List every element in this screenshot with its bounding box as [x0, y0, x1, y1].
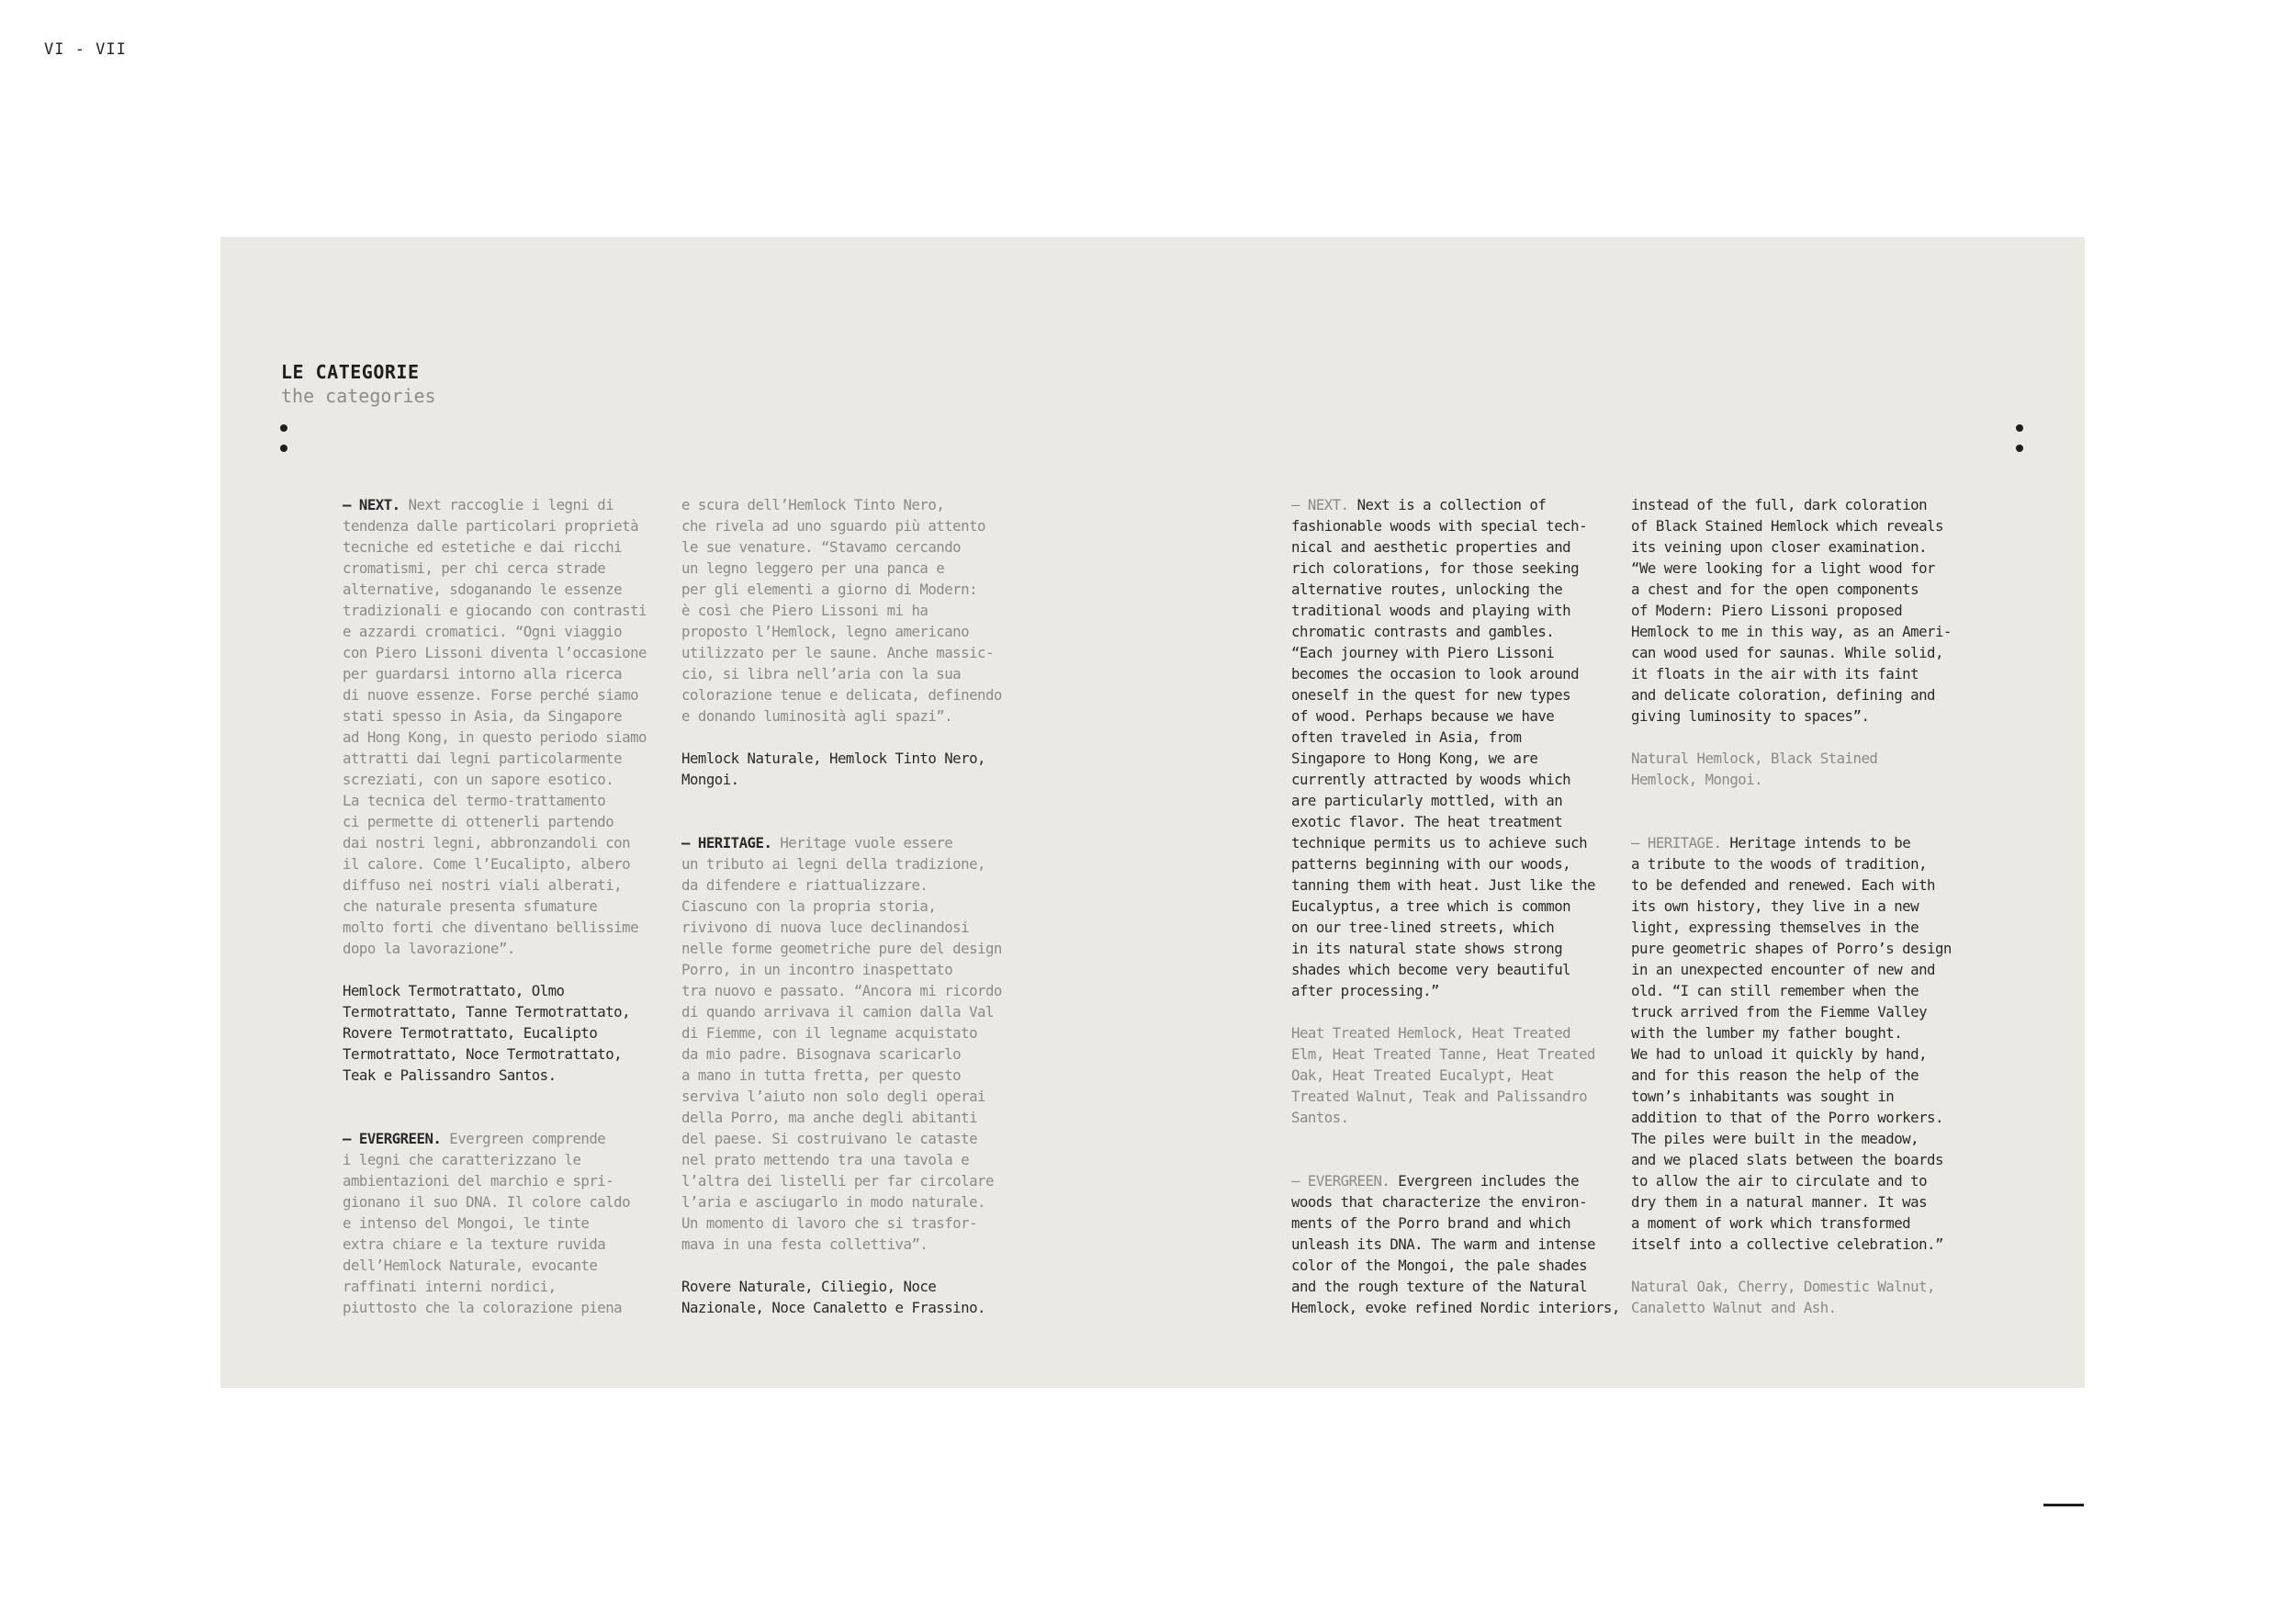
right-bullet-marker — [2016, 424, 2023, 465]
bullet-dot — [280, 445, 287, 452]
next-label-en: — NEXT. — [1291, 496, 1349, 513]
heritage-paragraph-it — [681, 832, 1023, 1255]
heritage-label-en: — HERITAGE. — [1631, 834, 1722, 851]
evergreen-paragraph-it — [343, 1128, 684, 1318]
bullet-dot — [280, 424, 287, 432]
evergreen-text-it: Evergreen comprende i legni che caratterizzano le ambientazioni del marchio e spri- gionano il suo DNA. Il colore caldo e intenso del Mongoi, le tinte extra chiare e la texture ruvida dell’Hemlock Naturale, evocante raffinati interni nordici, piuttosto che la colorazione piena — [343, 1130, 631, 1316]
content-panel — [220, 237, 2085, 1388]
evergreen-text-en: Evergreen includes the woods that characterize the environ- ments of the Porro brand and which unleash its DNA. The warm and intense color of the Mongoi, the pale shades and the rough texture of the Natural Hemlock, evoke refined Nordic interiors, — [1291, 1172, 1620, 1316]
evergreen-woods-en: Natural Hemlock, Black Stained Hemlock, Mongoi. — [1631, 750, 1878, 788]
next-paragraph-it — [343, 494, 684, 959]
next-text-it: Next raccoglie i legni di tendenza dalle particolari proprietà tecniche ed estetiche e dai ricchi cromatismi, per chi cerca strade alternative, sdoganando le essenze tradizionali e giocando con contrasti e azzardi cromatici. “Ogni viaggio con Piero Lissoni diventa l’occasione per guardarsi intorno alla ricerca di nuove essenze. Forse perché siamo stati spesso in Asia, da Singapore ad Hong Kong, in questo periodo siamo attratti dai legni particolarmente screziati, con un sapore esotico. La tecnica del termo-trattamento ci permette di ottenerli partendo dai nostri legni, abbronzandoli con il calore. Come l’Eucalipto, albero diffuso nei nostri viali alberati, che naturale presenta sfumature molto forti che diventano bellissime dopo la lavorazione”. — [343, 496, 647, 957]
evergreen-continued-it: e scura dell’Hemlock Tinto Nero, che rivela ad uno sguardo più attento le sue venature. “Stavamo cercando un legno leggero per una panca e per gli elementi a giorno di Modern: è così che Piero Lissoni mi ha proposto l’Hemlock, legno americano utilizzato per le saune. Anche massic- cio, si libra nell’aria con la sua colorazione tenue e delicata, definendo e donando luminosità agli spazi”. — [681, 496, 1002, 725]
next-woods-it: Hemlock Termotrattato, Olmo Termotrattato, Tanne Termotrattato, Rovere Termotrattato, Eucalipto Termotrattato, Noce Termotrattato, Teak e Palissandro Santos. — [343, 982, 631, 1084]
left-bullet-marker — [280, 424, 287, 465]
heritage-paragraph-en — [1631, 832, 1973, 1255]
english-column-1 — [1291, 494, 1633, 1318]
italian-column-2 — [681, 494, 1023, 1318]
english-column-2 — [1631, 494, 1973, 1318]
next-paragraph-en — [1291, 494, 1633, 1001]
section-title: LE CATEGORIE — [281, 361, 420, 383]
next-text-en: Next is a collection of fashionable woods with special tech- nical and aesthetic properties and rich colorations, for those seeking alternative routes, unlocking the traditional woods and playing with chromatic contrasts and gambles. “Each journey with Piero Lissoni becomes the occasion to look around oneself in the quest for new types of wood. Perhaps because we have often traveled in Asia, from Singapore to Hong Kong, we are currently attracted by woods which are particularly mottled, with an exotic flavor. The heat treatment technique permits us to achieve such patterns beginning with our woods, tanning them with heat. Just like the Eucalyptus, a tree which is common on our tree-lined streets, which in its natural state shows strong shades which become very beautiful after processing.” — [1291, 496, 1595, 999]
heritage-woods-it: Rovere Naturale, Ciliegio, Noce Nazionale, Noce Canaletto e Frassino. — [681, 1278, 985, 1316]
section-heading — [281, 360, 436, 408]
evergreen-label-en: — EVERGREEN. — [1291, 1172, 1390, 1190]
evergreen-paragraph-en — [1291, 1170, 1633, 1318]
heritage-text-en: Heritage intends to be a tribute to the woods of tradition, to be defended and renewed. Each with its own history, they live in a new light, expressing themselves in the pure geometric shapes of Porro’s design in an unexpected encounter of new and old. “I can still remember when the truck arrived from the Fiemme Valley with the lumber my father bought. We had to unload it quickly by hand, and for this reason the help of the town’s inhabitants was sought in addition to that of the Porro workers. The piles were built in the meadow, and we placed slats between the boards to allow the air to circulate and to dry them in a natural manner. It was a moment of work which transformed itself into a collective celebration.” — [1631, 834, 1952, 1253]
evergreen-continued-en: instead of the full, dark coloration of Black Stained Hemlock which reveals its veining upon closer examination. “We were looking for a light wood for a chest and for the open components of Modern: Piero Lissoni proposed Hemlock to me in this way, as an Ameri- can wood used for saunas. While solid, it floats in the air with its faint and delicate coloration, defining and giving luminosity to spaces”. — [1631, 496, 1952, 725]
footer-rule — [2043, 1504, 2084, 1506]
next-woods-en: Heat Treated Hemlock, Heat Treated Elm, Heat Treated Tanne, Heat Treated Oak, Heat Treated Eucalypt, Heat Treated Walnut, Teak and Palissandro Santos. — [1291, 1024, 1595, 1126]
evergreen-label-it: — EVERGREEN. — [343, 1130, 442, 1147]
bullet-dot — [2016, 424, 2023, 432]
heritage-woods-en: Natural Oak, Cherry, Domestic Walnut, Canaletto Walnut and Ash. — [1631, 1278, 1935, 1316]
heritage-label-it: — HERITAGE. — [681, 834, 772, 851]
evergreen-woods-it: Hemlock Naturale, Hemlock Tinto Nero, Mongoi. — [681, 750, 985, 788]
section-subtitle: the categories — [281, 385, 436, 407]
bullet-dot — [2016, 445, 2023, 452]
italian-column-1 — [343, 494, 684, 1318]
next-label-it: — NEXT. — [343, 496, 400, 513]
heritage-text-it: Heritage vuole essere un tributo ai legni della tradizione, da difendere e riattualizzare. Ciascuno con la propria storia, rivivono di nuova luce declinandosi nelle forme geometriche pure del design Porro, in un incontro inaspettato tra nuovo e passato. “Ancora mi ricordo di quando arrivava il camion dalla Val di Fiemme, con il legname acquistato da mio padre. Bisognava scaricarlo a mano in tutta fretta, per questo serviva l’aiuto non solo degli operai della Porro, ma anche degli abitanti del paese. Si costruivano le cataste nel prato mettendo tra una tavola e l’altra dei listelli per far circolare l’aria e asciugarlo in modo naturale. Un momento di lavoro che si trasfor- mava in una festa collettiva”. — [681, 834, 1002, 1253]
page-number: VI - VII — [44, 40, 127, 59]
